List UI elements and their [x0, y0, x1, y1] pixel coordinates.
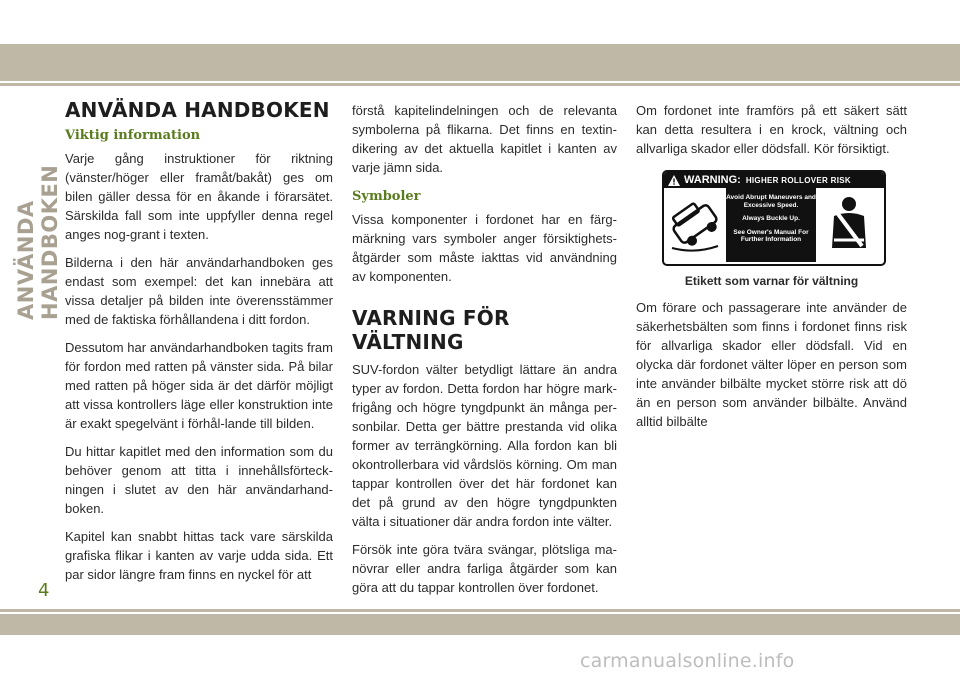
column-1	[65, 98, 333, 593]
section-title-handbook: ANVÄNDA HANDBOKEN	[65, 98, 330, 122]
column-3	[636, 101, 907, 440]
footer-rule	[0, 609, 960, 612]
paragraph: Kapitel kan snabbt hittas tack vare särskilda grafiska flikar i kanten av varje udda sida. Ett par sidor längre fram finns en nyckel för att	[65, 529, 333, 582]
label-line-buckle: Always Buckle Up.	[742, 215, 800, 222]
header-rule	[0, 83, 960, 86]
page-number: 4	[38, 580, 50, 601]
footer-band	[0, 614, 960, 635]
paragraph: Dessutom har användarhandboken tagits fram för fordon med ratten på vänster sida. På bilar med ratten på höger sida är det därför möjligt att vissa kontrollers läge eller konstruktion inte är exakt spegelvänt i förhål-lande till bilden.	[65, 340, 333, 431]
paragraph: Bilderna i den här användarhandboken ges endast som exempel: det kan innebära att vissa detaljer på bilden inte överensstämmer med de faktiska förhållandena i ditt fordon.	[65, 255, 333, 327]
section-title-rollover: VARNING FÖR VÄLTNING	[352, 306, 510, 354]
rollover-car-icon	[668, 196, 722, 252]
paragraph: Om fordonet inte framförs på ett säkert sätt kan detta resultera i en krock, vältning och allvarliga skador eller dödsfall. Kör försiktigt.	[636, 103, 907, 156]
label-line-maneuvers: Avoid Abrupt Maneuvers and Excessive Speed.	[726, 194, 816, 209]
chapter-side-tab: ANVÄNDA HANDBOKEN	[14, 164, 62, 320]
header-band	[0, 44, 960, 81]
label-warning-word: WARNING:	[684, 174, 741, 186]
label-line-manual: See Owner's Manual For Further Information	[733, 228, 809, 243]
label-instructions	[726, 188, 816, 262]
rollover-warning-label	[662, 170, 886, 266]
label-caption: Etikett som varnar för vältning	[684, 274, 859, 288]
label-warning-sub: HIGHER ROLLOVER RISK	[745, 175, 851, 185]
paragraph: förstå kapitelindelningen och de relevanta symbolerna på flikarna. Det finns en textin-dikering av det aktuella kapitlet i kanten av varje jämn sida.	[352, 103, 617, 175]
watermark-text: carmanualsonline.info	[580, 650, 795, 672]
subsection-important-info: Viktig information	[65, 128, 201, 143]
subsection-symbols: Symboler	[352, 189, 421, 204]
paragraph: Du hittar kapitlet med den information som du behöver genom att titta i innehållsförteck-ningen i slutet av den här användarhand-boken.	[65, 444, 333, 516]
paragraph: Försök inte göra tvära svängar, plötsliga ma-növrar eller andra farliga åtgärder som kan göra att du tappar kontrollen över fordonet.	[352, 542, 617, 595]
paragraph: Vissa komponenter i fordonet har en färg-märkning vars symboler anger försiktighets-åtgärder som måste iakttas vid användning av komponenten.	[352, 212, 617, 284]
paragraph: SUV-fordon välter betydligt lättare än andra typer av fordon. Detta fordon har högre mark-frigång och högre tyngdpunkt än många per-sonbilar. Detta ger bättre prestanda vid olika former av terrängkörning. Alla fordon kan bli okontrollerbara vid vårdslös körning. Om man tappar kontrollen över det här fordonet kan det på grund av den högre tyngdpunkten välta i situationer där andra fordon inte välter.	[352, 362, 617, 529]
paragraph: Varje gång instruktioner för riktning (vänster/höger eller framåt/bakåt) ges om bilen gäller dessa för en åkande i förarsätet. Särskilda fall som inte uppfyller denna regel anges nog-grant i texten.	[65, 151, 333, 242]
column-2	[352, 101, 617, 606]
seatbelt-icon	[822, 194, 876, 256]
label-header	[664, 172, 884, 188]
paragraph: Om förare och passagerare inte använder de säkerhetsbälten som finns i fordonet finns risk för allvarliga skador eller dödsfall. Vid en olycka där fordonet välter löper en person som inte använder bilbälte mycket större risk att dö än en person som använder bilbälte. Använd alltid bilbälte	[636, 300, 907, 429]
warning-triangle-icon	[668, 175, 680, 186]
